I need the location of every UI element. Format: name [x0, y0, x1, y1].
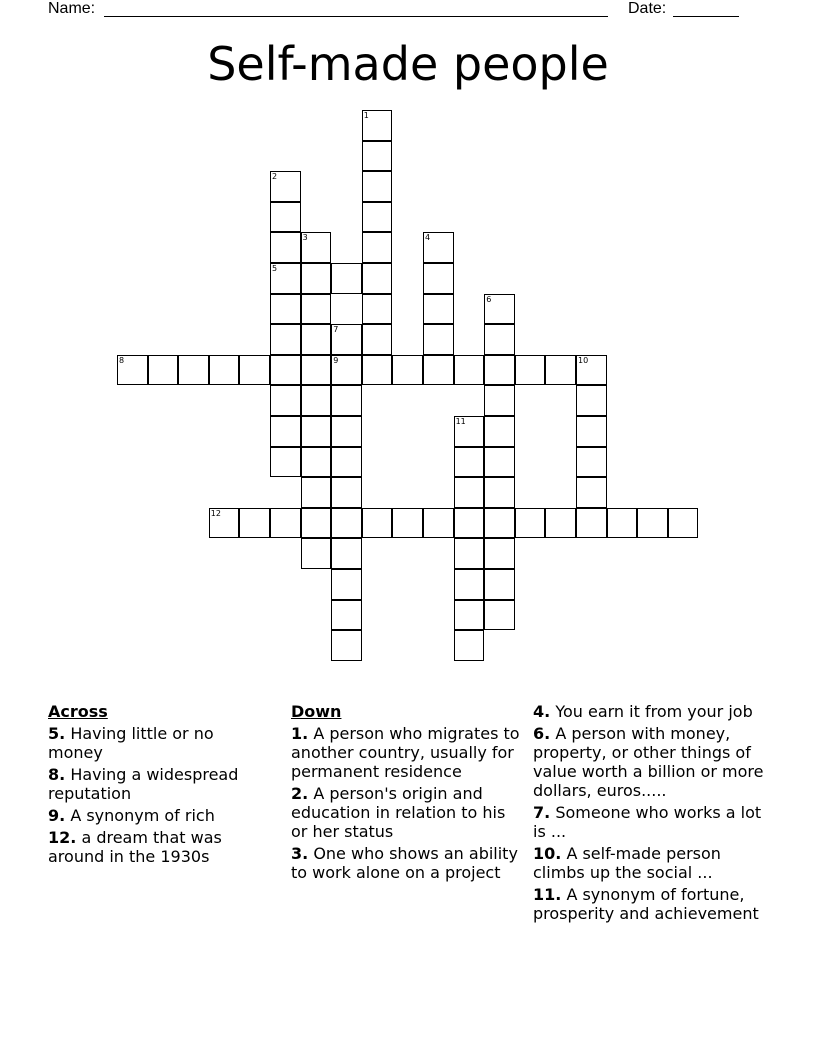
clue-number: 8: [119, 355, 125, 365]
crossword-cell[interactable]: [362, 141, 393, 172]
clue-across-8: 8. Having a widespread reputation: [48, 765, 239, 803]
crossword-cell[interactable]: [331, 630, 362, 661]
crossword-cell[interactable]: [270, 355, 301, 386]
crossword-cell[interactable]: [423, 263, 454, 294]
crossword-cell[interactable]: [484, 477, 515, 508]
clue-number: 11: [455, 417, 466, 426]
crossword-cell[interactable]: [484, 324, 515, 355]
crossword-cell[interactable]: [454, 600, 485, 631]
crossword-cell[interactable]: [301, 477, 332, 508]
crossword-cell[interactable]: [362, 355, 393, 386]
crossword-cell[interactable]: [148, 355, 179, 386]
crossword-cell[interactable]: [331, 416, 362, 447]
crossword-cell[interactable]: [484, 600, 515, 631]
clue-down-10: 10. A self-made person climbs up the social ...: [533, 844, 721, 882]
crossword-cell[interactable]: [270, 171, 301, 202]
crossword-cell[interactable]: [209, 508, 240, 539]
date-label: Date:: [628, 0, 667, 17]
clue-number: 5: [272, 264, 278, 273]
crossword-cell[interactable]: [454, 477, 485, 508]
crossword-cell[interactable]: [576, 385, 607, 416]
crossword-cell[interactable]: [484, 294, 515, 325]
crossword-cell[interactable]: [423, 324, 454, 355]
clue-down-7: 7. Someone who works a lot is ...: [533, 803, 762, 841]
crossword-cell[interactable]: [331, 385, 362, 416]
crossword-cell[interactable]: [117, 355, 148, 386]
crossword-cell[interactable]: [454, 447, 485, 478]
crossword-cell[interactable]: [576, 477, 607, 508]
crossword-cell[interactable]: [576, 508, 607, 539]
crossword-cell[interactable]: [331, 538, 362, 569]
crossword-cell[interactable]: [331, 263, 362, 294]
crossword-cell[interactable]: [362, 508, 393, 539]
crossword-cell[interactable]: [362, 324, 393, 355]
clue-number: 1: [363, 111, 369, 120]
clue-across-5: 5. Having little or no money: [48, 724, 214, 762]
crossword-cell[interactable]: [454, 355, 485, 386]
crossword-cell[interactable]: [454, 569, 485, 600]
crossword-cell[interactable]: [484, 355, 515, 386]
crossword-cell[interactable]: [484, 538, 515, 569]
crossword-cell[interactable]: [301, 263, 332, 294]
crossword-cell[interactable]: [331, 477, 362, 508]
crossword-cell[interactable]: [362, 171, 393, 202]
clue-number: 3: [302, 233, 308, 243]
crossword-cell[interactable]: [454, 508, 485, 539]
crossword-cell[interactable]: [209, 355, 240, 386]
crossword-cell[interactable]: [484, 447, 515, 478]
clue-number: 2: [272, 172, 278, 182]
crossword-cell[interactable]: [331, 600, 362, 631]
crossword-cell[interactable]: [668, 508, 699, 539]
crossword-cell[interactable]: [178, 355, 209, 386]
clue-down-11: 11. A synonym of fortune, prosperity and achievement: [533, 885, 759, 923]
clue-down-3: 3. One who shows an ability to work alone on a project: [291, 844, 518, 882]
crossword-cell[interactable]: [270, 232, 301, 263]
crossword-cell[interactable]: [576, 447, 607, 478]
crossword-cell[interactable]: [423, 294, 454, 325]
clue-down-6: 6. A person with money, property, or other things of value worth a billion or more dollars, euros.....: [533, 724, 764, 800]
crossword-cell[interactable]: [301, 232, 332, 263]
crossword-cell[interactable]: [484, 569, 515, 600]
crossword-cell[interactable]: [301, 508, 332, 539]
crossword-cell[interactable]: [545, 355, 576, 386]
crossword-cell[interactable]: [607, 508, 638, 539]
across-heading: Across: [48, 702, 108, 721]
crossword-cell[interactable]: [484, 508, 515, 539]
clue-down-4: 4. You earn it from your job: [533, 702, 753, 721]
down-heading: Down: [291, 702, 342, 721]
down-clues: [291, 702, 526, 885]
clue-number: 4: [425, 233, 431, 243]
crossword-cell[interactable]: [270, 416, 301, 447]
crossword-cell[interactable]: [392, 508, 423, 539]
clue-number: 9: [333, 355, 339, 365]
clue-down-2: 2. A person's origin and education in relation to his or her status: [291, 784, 506, 841]
crossword-cell[interactable]: [331, 447, 362, 478]
crossword-cell[interactable]: [454, 630, 485, 661]
crossword-cell[interactable]: [270, 447, 301, 478]
crossword-cell[interactable]: [423, 232, 454, 263]
crossword-cell[interactable]: [270, 508, 301, 539]
name-label: Name:: [48, 0, 96, 17]
crossword-cell[interactable]: [545, 508, 576, 539]
clue-number: 12: [210, 508, 221, 518]
clue-across-12: 12. a dream that was around in the 1930s: [48, 828, 222, 866]
crossword-cell[interactable]: [576, 355, 607, 386]
crossword-cell[interactable]: [362, 232, 393, 263]
crossword-cell[interactable]: [270, 202, 301, 233]
crossword-cell[interactable]: [270, 385, 301, 416]
crossword-cell[interactable]: [515, 355, 546, 386]
crossword-cell[interactable]: [362, 263, 393, 294]
clue-across-9: 9. A synonym of rich: [48, 806, 215, 825]
crossword-cell[interactable]: [270, 324, 301, 355]
clue-number: 10: [578, 355, 589, 365]
clue-number: 7: [333, 325, 339, 335]
crossword-cell[interactable]: [331, 508, 362, 539]
crossword-cell[interactable]: [637, 508, 668, 539]
crossword-cell[interactable]: [423, 508, 454, 539]
across-clues: [48, 702, 268, 869]
crossword-cell[interactable]: [301, 385, 332, 416]
crossword-cell[interactable]: [392, 355, 423, 386]
crossword-cell[interactable]: [270, 294, 301, 325]
crossword-cell[interactable]: [515, 508, 546, 539]
crossword-cell[interactable]: [362, 202, 393, 233]
crossword-cell[interactable]: [454, 538, 485, 569]
crossword-cell[interactable]: [301, 447, 332, 478]
clue-down-1: 1. A person who migrates to another country, usually for permanent residence: [291, 724, 520, 781]
crossword-cell[interactable]: [301, 538, 332, 569]
crossword-cell[interactable]: [484, 416, 515, 447]
crossword-cell[interactable]: [362, 294, 393, 325]
crossword-cell[interactable]: [576, 416, 607, 447]
crossword-cell[interactable]: [301, 324, 332, 355]
page-title: Self-made people: [207, 37, 609, 91]
crossword-cell[interactable]: [239, 508, 270, 539]
clue-number: 6: [486, 294, 492, 304]
crossword-cell[interactable]: [270, 263, 301, 294]
crossword-cell[interactable]: [484, 385, 515, 416]
crossword-cell[interactable]: [239, 355, 270, 386]
crossword-cell[interactable]: [454, 416, 485, 447]
crossword-cell[interactable]: [362, 110, 393, 141]
crossword-cell[interactable]: [301, 416, 332, 447]
crossword-cell[interactable]: [331, 324, 362, 355]
down-clues-continued: [533, 702, 773, 926]
crossword-cell[interactable]: [423, 355, 454, 386]
crossword-cell[interactable]: [331, 569, 362, 600]
crossword-cell[interactable]: [301, 294, 332, 325]
crossword-cell[interactable]: [331, 355, 362, 386]
crossword-cell[interactable]: [301, 355, 332, 386]
